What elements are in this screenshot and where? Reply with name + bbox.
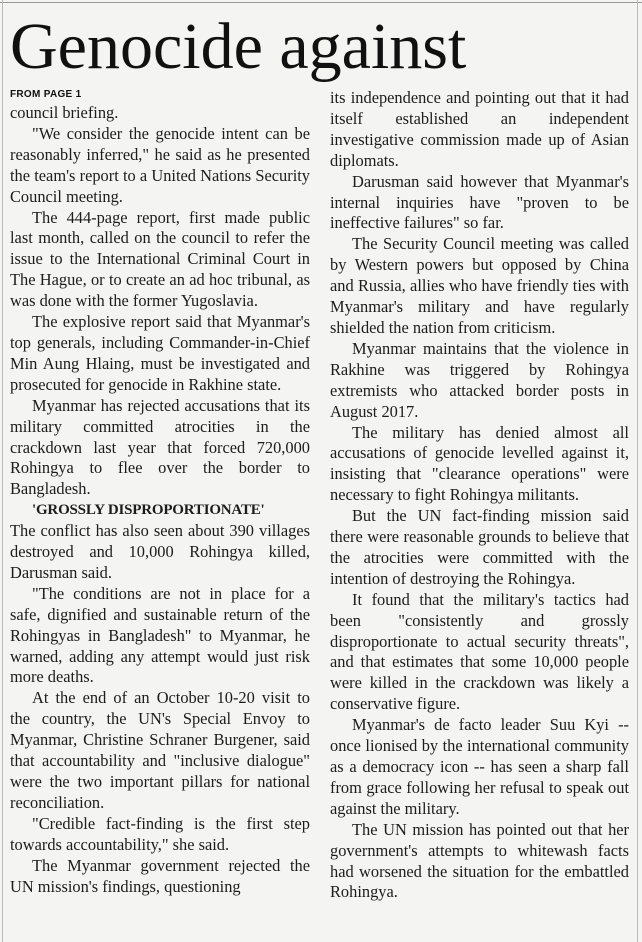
paragraph: Myanmar's de facto leader Suu Kyi -- once lionised by the international community as a democracy icon -- has seen a sharp fall from grace following her refusal to speak out against the military.	[330, 715, 629, 818]
paragraph: The 444-page report, first made public last month, called on the council to refer the issue to the International Criminal Court in The Hague, or to create an ad hoc tribunal, as was done with the former Yugoslavia.	[10, 207, 310, 311]
left-paragraphs	[10, 103, 310, 500]
paragraph: Myanmar has rejected accusations that its military committed atrocities in the crackdown last year that forced 720,000 Rohingya to flee over the border to Bangladesh.	[10, 395, 310, 499]
paragraph: But the UN fact-finding mission said there were reasonable grounds to believe that the atrocities were committed with the intention of destroying the Rohingya.	[330, 506, 629, 588]
paragraph: The military has denied almost all accusations of genocide levelled against it, insisting that "clearance operations" were necessary to fight Rohingya militants.	[330, 422, 629, 505]
left-rule	[2, 0, 3, 942]
left-paragraphs-after-subhead	[10, 521, 310, 897]
paragraph: council briefing.	[10, 103, 119, 122]
paragraph: The Security Council meeting was called by Western powers but opposed by China and Russia, allies who have friendly ties with Myanmar's military and have regularly shielded the nation from criticism.	[330, 234, 629, 337]
paragraph: The Myanmar government rejected the UN mission's findings, questioning	[10, 855, 310, 896]
right-rule	[637, 0, 638, 942]
paragraph: Darusman said however that Myanmar's internal inquiries have "proven to be ineffective failures" so far.	[330, 171, 629, 233]
paragraph: its independence and pointing out that it had itself established an independent investigative commission made up of Asian diplomats.	[330, 88, 629, 170]
top-rule	[0, 2, 642, 3]
paragraph: The UN mission has pointed out that her government's attempts to whitewash facts had worsened the situation for the embattled Rohingya.	[330, 819, 629, 902]
paragraph: The conflict has also seen about 390 villages destroyed and 10,000 Rohingya killed, Darusman said.	[10, 521, 310, 582]
article-column-left	[10, 88, 310, 942]
subhead: 'GROSSLY DISPROPORTIONATE'	[32, 502, 265, 519]
paragraph: It found that the military's tactics had been "consistently and grossly disproportionate to actual security threats", and that estimates that some 10,000 people were killed in the crackdown was likely a conservative figure.	[330, 589, 629, 714]
paragraph: "Credible fact-finding is the first step towards accountability," she said.	[10, 813, 310, 854]
paragraph: At the end of an October 10-20 visit to the country, the UN's Special Envoy to Myanmar, Christine Schraner Burgener, said that accountability and "inclusive dialogue" were the two important pillars for national reconciliation.	[10, 688, 310, 812]
paragraph: "The conditions are not in place for a safe, dignified and sustainable return of the Rohingyas in Bangladesh" to Myanmar, he warned, adding any attempt would just risk more deaths.	[10, 583, 310, 687]
paragraph: "We consider the genocide intent can be reasonably inferred," he said as he presented the team's report to a United Nations Security Council meeting.	[10, 123, 310, 206]
paragraph: Myanmar maintains that the violence in Rakhine was triggered by Rohingya extremists who attacked border posts in August 2017.	[330, 338, 629, 421]
article-column-right	[330, 88, 629, 942]
from-page-label: FROM PAGE 1	[10, 89, 82, 100]
headline: Genocide against	[10, 10, 467, 83]
paragraph: The explosive report said that Myanmar's top generals, including Commander-in-Chief Min Aung Hlaing, must be investigated and prosecuted for genocide in Rakhine state.	[10, 312, 310, 394]
right-paragraphs	[330, 88, 629, 903]
